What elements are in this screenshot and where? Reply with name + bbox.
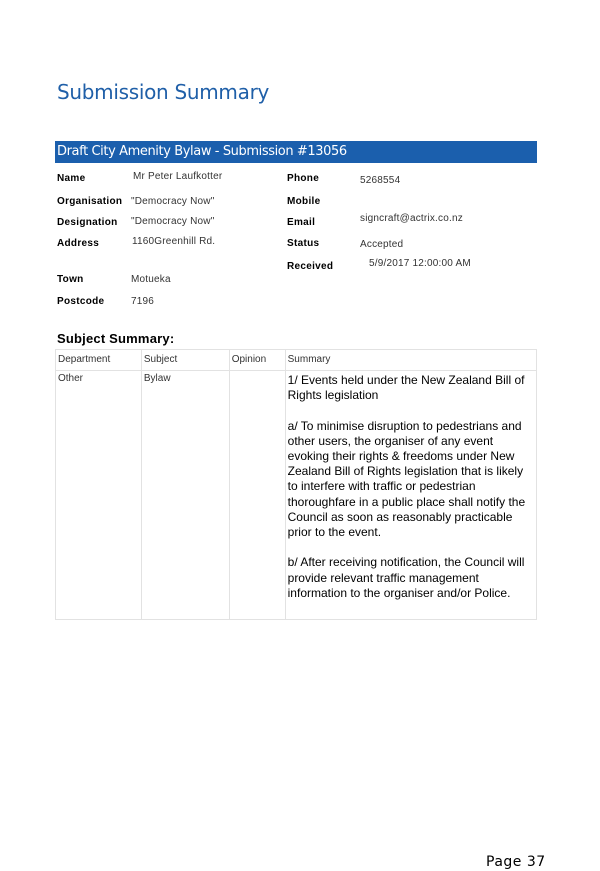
column-header-summary: Summary: [285, 350, 536, 371]
column-header-opinion: Opinion: [229, 350, 285, 371]
received-label: Received: [287, 261, 334, 272]
subject-table: [55, 349, 537, 620]
town-label: Town: [57, 274, 84, 285]
organisation-value: "Democracy Now": [131, 196, 215, 207]
page-number: Page 37: [486, 854, 546, 870]
summary-paragraph-1: 1/ Events held under the New Zealand Bill of Rights legislation: [287, 373, 525, 403]
subject-summary-heading: Subject Summary:: [57, 331, 175, 346]
opinion-cell: [229, 371, 285, 620]
address-value: 1160Greenhill Rd.: [132, 236, 216, 247]
postcode-label: Postcode: [57, 296, 105, 307]
subject-cell: Bylaw: [141, 371, 229, 620]
address-label: Address: [57, 238, 100, 249]
column-header-subject: Subject: [141, 350, 229, 371]
email-value: signcraft@actrix.co.nz: [360, 213, 463, 224]
phone-label: Phone: [287, 173, 320, 184]
column-header-department: Department: [56, 350, 142, 371]
summary-cell: [285, 371, 536, 620]
submission-banner: Draft City Amenity Bylaw - Submission #13056: [55, 141, 537, 163]
mobile-label: Mobile: [287, 196, 321, 207]
page-title: Submission Summary: [57, 80, 270, 104]
postcode-value: 7196: [131, 296, 155, 307]
table-row: [56, 371, 537, 620]
email-label: Email: [287, 217, 316, 228]
status-value: Accepted: [360, 239, 404, 250]
name-label: Name: [57, 173, 86, 184]
phone-value: 5268554: [360, 175, 401, 186]
table-header-row: [56, 350, 537, 371]
status-label: Status: [287, 238, 320, 249]
organisation-label: Organisation: [57, 196, 123, 207]
town-value: Motueka: [131, 274, 171, 285]
name-value: Mr Peter Laufkotter: [133, 171, 223, 182]
designation-value: "Democracy Now": [131, 216, 215, 227]
department-cell: Other: [56, 371, 142, 620]
summary-paragraph-2: a/ To minimise disruption to pedestrians and other users, the organiser of any event evoking their rights & freedoms under New Zealand Bill of Rights legislation that is likely to interfere with traffic or pedestrian thoroughfare in a public place shall notify the Council as soon as reasonably practicable prior to the event.: [287, 418, 526, 540]
designation-label: Designation: [57, 217, 118, 228]
summary-paragraph-3: b/ After receiving notification, the Council will provide relevant traffic management information to the organiser and/or Police.: [287, 555, 525, 600]
received-value: 5/9/2017 12:00:00 AM: [369, 258, 471, 269]
